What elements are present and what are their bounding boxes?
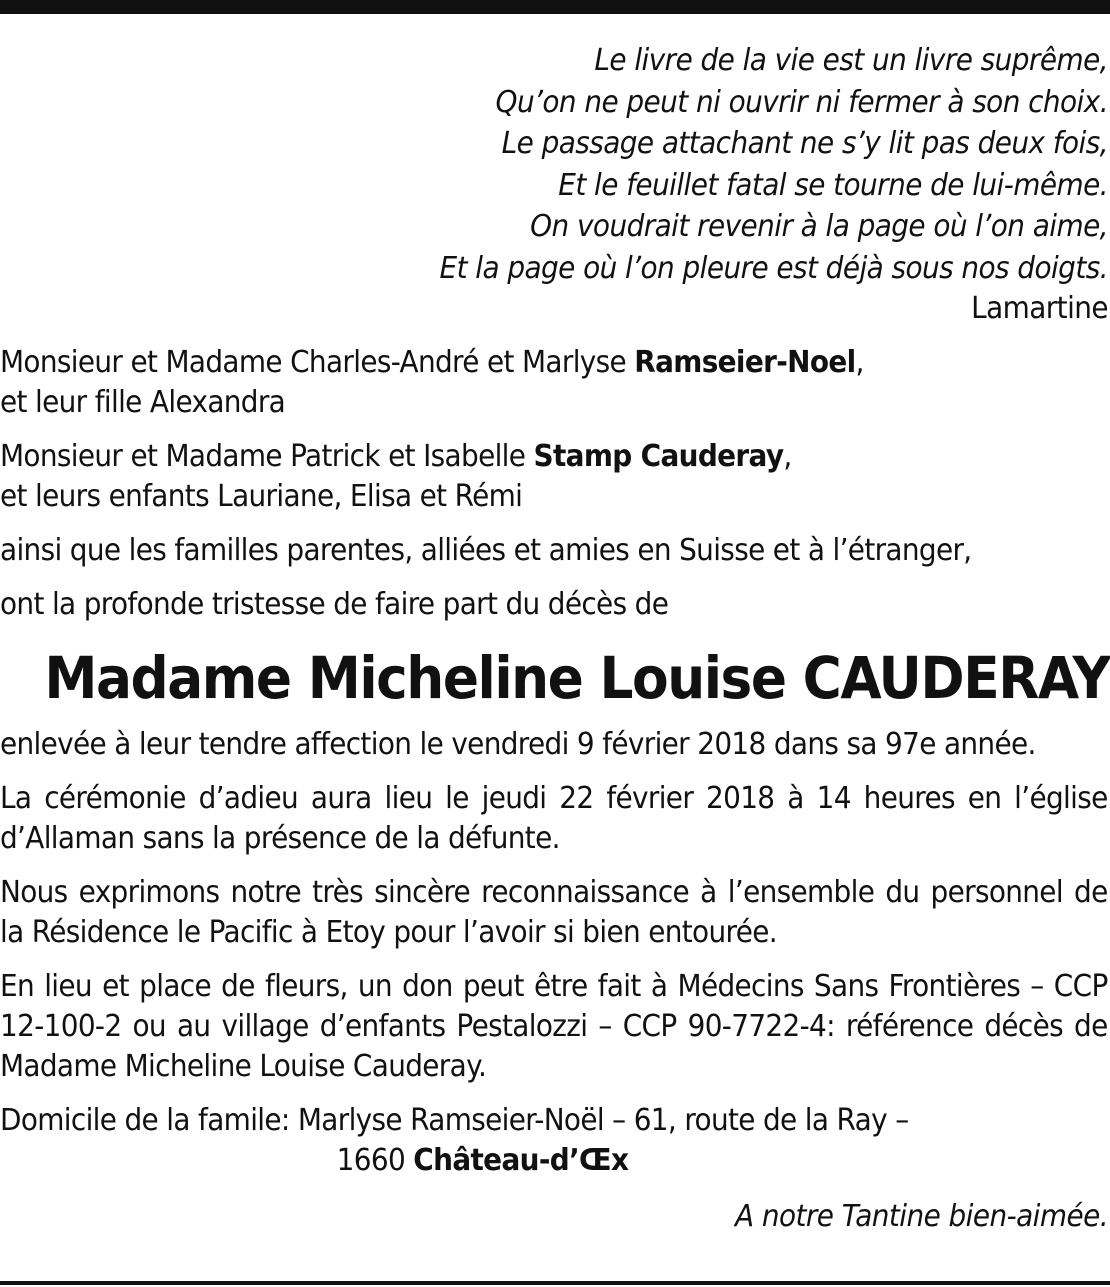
family-1-prefix: Monsieur et Madame Charles-André et Marlyse (0, 345, 635, 380)
poem-line: Qu’on ne peut ni ouvrir ni fermer à son choix. (495, 84, 1108, 120)
death-line: enlevée à leur tendre affection le vendredi 9 février 2018 dans sa 97e année. (0, 727, 1036, 762)
poem-line: Et la page où l’on pleure est déjà sous nos doigts. (439, 250, 1108, 286)
families-line: ainsi que les familles parentes, alliées et amies en Suisse et à l’étranger, (0, 533, 972, 568)
closing-dedication: A notre Tantine bien-aimée. (735, 1199, 1108, 1234)
family-1-surname: Ramseier-Noel (634, 345, 856, 380)
poem (78, 40, 1108, 289)
domicile (0, 1101, 1108, 1181)
obituary-notice (0, 40, 1108, 1237)
family-2-suffix: , (783, 439, 792, 474)
bottom-rule (0, 1281, 1110, 1285)
domicile-place: Château-d’Œx (413, 1143, 629, 1178)
poem-author: Lamartine (971, 291, 1108, 326)
poem-line: Le livre de la vie est un livre suprême, (594, 43, 1108, 78)
family-1 (0, 343, 1108, 423)
poem-line: Le passage attachant ne s’y lit pas deux fois, (501, 126, 1108, 161)
family-1-suffix: , (855, 345, 864, 380)
deceased-name: Madame Micheline Louise CAUDERAY (44, 644, 1110, 712)
notice-body (0, 343, 1108, 625)
domicile-line-1: Domicile de la famile: Marlyse Ramseier-Noël – 61, route de la Ray – (0, 1103, 909, 1138)
poem-line: Et le feuillet fatal se tourne de lui-même. (558, 167, 1108, 203)
domicile-line-2 (0, 1143, 628, 1178)
announce-line: ont la profonde tristesse de faire part du décès de (0, 587, 669, 622)
family-2 (0, 437, 1108, 517)
top-rule (0, 0, 1110, 14)
family-2-surname: Stamp Cauderay (533, 439, 784, 474)
family-2-prefix: Monsieur et Madame Patrick et Isabelle (0, 439, 534, 474)
donation-paragraph: En lieu et place de fleurs, un don peut être fait à Médecins Sans Frontières – CCP 12-100-2 ou au village d’enfants Pestalozzi – CCP 90-7722-4: référence décès de Madame Micheline Louise Cauderay. (0, 969, 1108, 1084)
thanks-paragraph: Nous exprimons notre très sincère reconnaissance à l’ensemble du personnel de la Résidence le Pacific à Etoy pour l’avoir si bien entourée. (0, 875, 1108, 950)
family-2-children: et leurs enfants Lauriane, Elisa et Rémi (0, 479, 523, 514)
domicile-postcode: 1660 (336, 1143, 414, 1178)
notice-details (0, 725, 1108, 1181)
poem-line: On voudrait revenir à la page où l’on aime, (530, 209, 1108, 244)
ceremony-paragraph: La cérémonie d’adieu aura lieu le jeudi 22 février 2018 à 14 heures en l’église d’Allaman sans la présence de la défunte. (0, 781, 1108, 856)
family-1-children: et leur fille Alexandra (0, 385, 286, 420)
